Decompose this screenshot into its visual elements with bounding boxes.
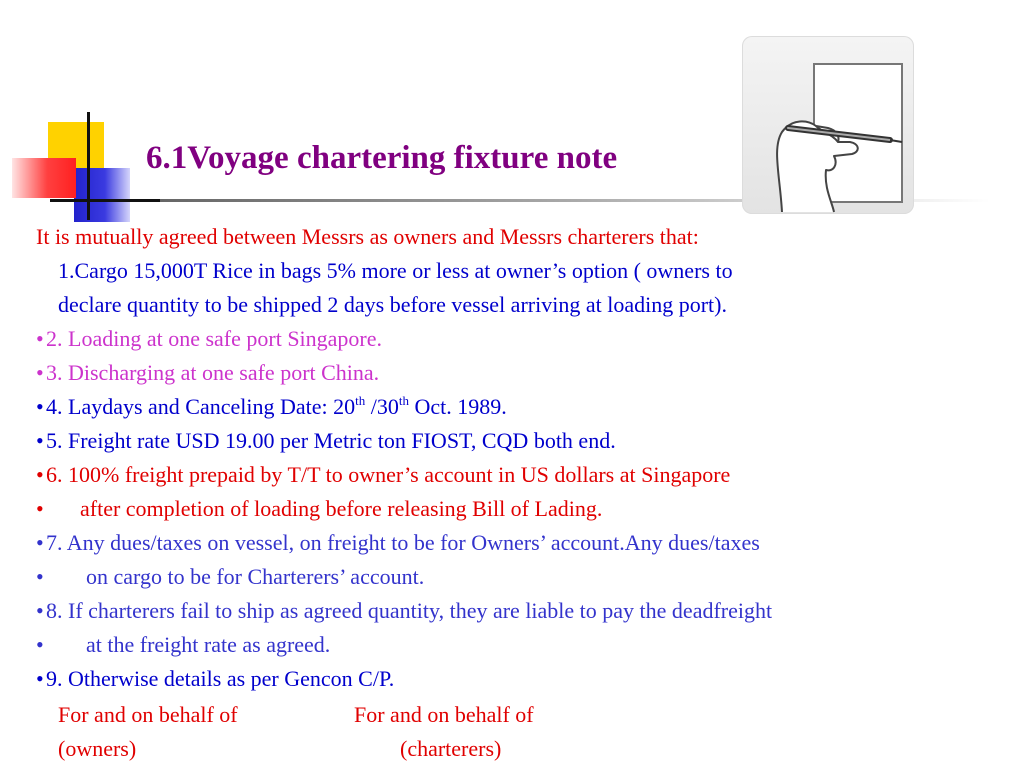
bullet-item-4 bbox=[36, 392, 507, 422]
bullet-item-8-cont bbox=[36, 630, 330, 660]
owners-signature-label: For and on behalf of bbox=[58, 702, 238, 727]
bullet-icon: • bbox=[36, 462, 44, 487]
bullet-text: 5. Freight rate USD 19.00 per Metric ton FIOST, CQD both end. bbox=[46, 428, 616, 453]
title-underline bbox=[50, 199, 160, 202]
bullet-text: after completion of loading before releasing Bill of Lading. bbox=[80, 496, 603, 521]
bullet-text: 6. 100% freight prepaid by T/T to owner’s account in US dollars at Singapore bbox=[46, 462, 731, 487]
bullet-item-5 bbox=[36, 426, 616, 456]
intro-line: It is mutually agreed between Messrs as owners and Messrs charterers that: bbox=[36, 224, 699, 249]
bullet-text: 2. Loading at one safe port Singapore. bbox=[46, 326, 383, 351]
item-1-line-2: declare quantity to be shipped 2 days before vessel arriving at loading port). bbox=[58, 292, 727, 317]
bullet-icon: • bbox=[36, 666, 44, 691]
charterers-role: (charterers) bbox=[400, 736, 502, 761]
item-1-line-1: 1.Cargo 15,000T Rice in bags 5% more or less at owner’s option ( owners to bbox=[58, 258, 733, 283]
bullet-text: at the freight rate as agreed. bbox=[86, 632, 331, 657]
logo-red-square bbox=[12, 158, 76, 198]
bullet-item-7 bbox=[36, 528, 760, 558]
bullet-icon: • bbox=[36, 598, 44, 623]
bullet-icon: • bbox=[36, 394, 44, 419]
bullet-item-6-cont bbox=[36, 494, 602, 524]
bullet-item-2 bbox=[36, 324, 382, 354]
bullet-text: 8. If charterers fail to ship as agreed quantity, they are liable to pay the deadfreight bbox=[46, 598, 773, 623]
bullet-icon: • bbox=[36, 496, 44, 521]
bullet-text: 9. Otherwise details as per Gencon C/P. bbox=[46, 666, 395, 691]
bullet-text: on cargo to be for Charterers’ account. bbox=[86, 564, 425, 589]
bullet-icon: • bbox=[36, 632, 44, 657]
bullet-icon: • bbox=[36, 360, 44, 385]
bullet-item-7-cont bbox=[36, 562, 424, 592]
bullet-item-8 bbox=[36, 596, 772, 626]
bullet-item-9 bbox=[36, 664, 394, 694]
bullet-icon: • bbox=[36, 564, 44, 589]
slide-title: 6.1Voyage chartering fixture note bbox=[146, 140, 618, 176]
hand-writing-with-pen-icon bbox=[742, 36, 914, 214]
bullet-text: 7. Any dues/taxes on vessel, on freight to be for Owners’ account.Any dues/taxes bbox=[46, 530, 760, 555]
bullet-item-3 bbox=[36, 358, 379, 388]
owners-role: (owners) bbox=[58, 736, 137, 761]
bullet-text: 4. Laydays and Canceling Date: 20 bbox=[46, 394, 356, 419]
logo-blue-square bbox=[74, 168, 130, 222]
bullet-icon: • bbox=[36, 428, 44, 453]
bullet-item-6 bbox=[36, 460, 730, 490]
bullet-text: Oct. 1989. bbox=[409, 394, 507, 419]
bullet-icon: • bbox=[36, 530, 44, 555]
bullet-text: 3. Discharging at one safe port China. bbox=[46, 360, 380, 385]
bullet-text: /30 bbox=[365, 394, 399, 419]
charterers-signature-label: For and on behalf of bbox=[354, 702, 534, 727]
bullet-icon: • bbox=[36, 326, 44, 351]
superscript: th bbox=[355, 393, 366, 408]
superscript: th bbox=[398, 393, 410, 408]
logo-vertical-line bbox=[87, 112, 90, 220]
